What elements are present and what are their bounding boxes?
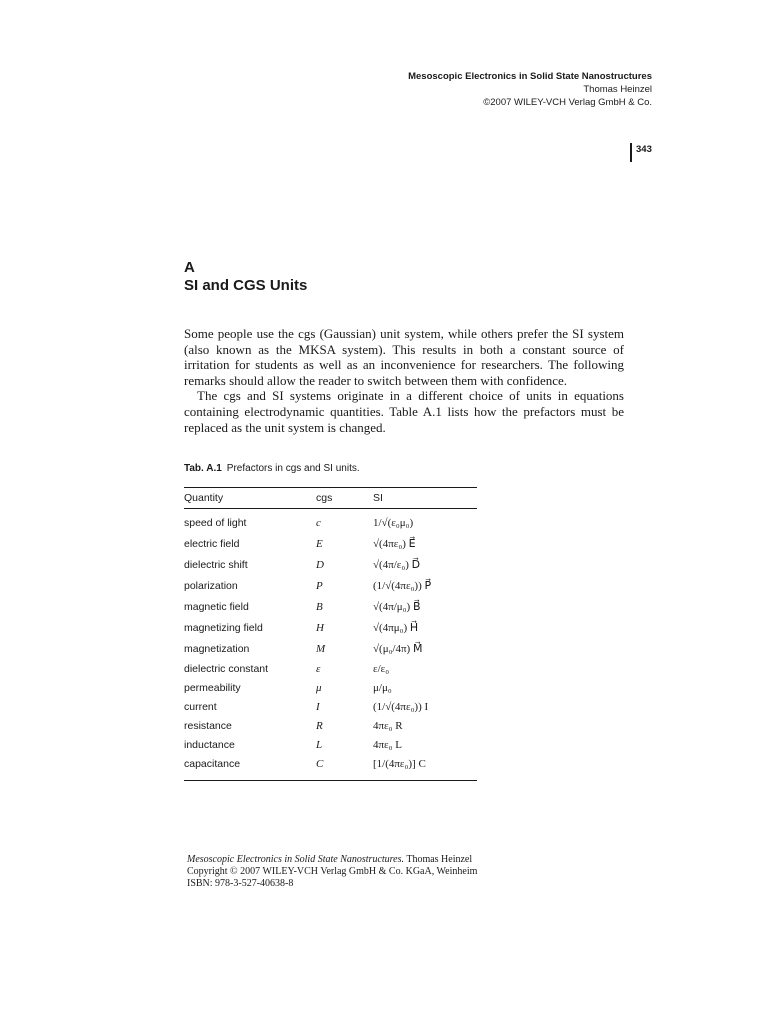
cell-si: √(4π/μ₀) B⃗: [373, 601, 421, 613]
header-copyright: ©2007 WILEY-VCH Verlag GmbH & Co.: [483, 97, 652, 108]
cell-cgs: L: [316, 738, 323, 751]
cell-quantity: current: [184, 700, 217, 713]
page-footer: [187, 854, 477, 890]
table-caption: [184, 463, 360, 474]
table-row: [184, 754, 477, 773]
cell-quantity: magnetization: [184, 642, 250, 655]
table-row: [184, 638, 477, 659]
cell-si: √(4π/ε₀) D⃗: [373, 559, 421, 571]
table-body: [184, 509, 477, 780]
cell-si: 4πε₀ R: [373, 719, 403, 732]
cell-cgs: B⃗: [316, 600, 332, 613]
cell-si: √(4πμ₀) H⃗: [373, 622, 419, 634]
cell-quantity: resistance: [184, 719, 232, 732]
footer-citation-line: [187, 854, 477, 866]
page-number: 343: [636, 144, 652, 155]
cell-cgs: H⃗: [316, 621, 333, 634]
paragraph-1: Some people use the cgs (Gaussian) unit system, while others prefer the SI system (also known as the MKSA system). This results in both a constant source of irritation for students as well as an inconvenience for researchers. The following remarks should allow the reader to switch between them with confidence.: [184, 326, 624, 388]
table-row: [184, 735, 477, 754]
cell-cgs: C: [316, 757, 324, 770]
cell-cgs: E⃗: [316, 537, 332, 550]
table-caption-label: Tab. A.1: [184, 463, 222, 474]
table-row: [184, 533, 477, 554]
cell-quantity: polarization: [184, 579, 238, 592]
cell-si: 4πε₀ L: [373, 738, 402, 751]
table-row: [184, 659, 477, 678]
cell-quantity: capacitance: [184, 757, 241, 770]
cell-si: (1/√(4πε₀)) P⃗: [373, 580, 432, 592]
cell-cgs: P⃗: [316, 579, 332, 592]
cell-cgs: μ: [316, 681, 322, 694]
cell-cgs: D⃗: [316, 558, 333, 571]
table-row: [184, 575, 477, 596]
table-row: [184, 697, 477, 716]
footer-copyright: Copyright © 2007 WILEY-VCH Verlag GmbH & Co. KGaA, Weinheim: [187, 866, 478, 877]
header-author: Thomas Heinzel: [583, 84, 652, 95]
footer-isbn: ISBN: 978-3-527-40638-8: [187, 878, 294, 889]
cell-cgs: ε: [316, 662, 321, 675]
table-row: [184, 678, 477, 697]
cell-quantity: dielectric constant: [184, 662, 269, 675]
cell-cgs: R: [316, 719, 323, 732]
running-header: [252, 70, 652, 109]
cell-quantity: speed of light: [184, 516, 247, 529]
cell-cgs: M⃗: [316, 642, 334, 655]
cell-quantity: magnetizing field: [184, 621, 263, 634]
cell-si: μ/μ₀: [373, 681, 392, 694]
table-row: [184, 554, 477, 575]
table-caption-text: Prefactors in cgs and SI units.: [226, 463, 360, 474]
cell-si: √(4πε₀) E⃗: [373, 538, 416, 550]
header-cgs: cgs: [316, 492, 333, 504]
chapter-title: SI and CGS Units: [184, 277, 308, 294]
page-number-bar: [630, 143, 632, 162]
cell-quantity: dielectric shift: [184, 558, 248, 571]
cell-quantity: inductance: [184, 738, 235, 751]
table-row: [184, 512, 477, 533]
table-row: [184, 716, 477, 735]
header-quantity: Quantity: [184, 492, 224, 504]
body-text: [184, 326, 624, 435]
units-table: [184, 487, 477, 781]
cell-quantity: magnetic field: [184, 600, 249, 613]
footer-author: Thomas Heinzel: [404, 854, 473, 865]
cell-si: (1/√(4πε₀)) I: [373, 700, 429, 713]
cell-cgs: I: [316, 700, 320, 713]
paragraph-2: The cgs and SI systems originate in a different choice of units in equations containing electrodynamic quantities. Table A.1 lists how the prefactors must be replaced as the unit system is changed.: [184, 388, 624, 435]
cell-si: √(μ₀/4π) M⃗: [373, 643, 423, 655]
cell-quantity: permeability: [184, 681, 241, 694]
cell-quantity: electric field: [184, 537, 240, 550]
cell-si: [1/(4πε₀)] C: [373, 757, 426, 770]
table-row: [184, 617, 477, 638]
header-book-title: Mesoscopic Electronics in Solid State Nanostructures: [408, 71, 652, 82]
header-si: SI: [373, 492, 383, 504]
footer-book-title: Mesoscopic Electronics in Solid State Nanostructures.: [187, 854, 405, 865]
table-header-row: [184, 488, 477, 509]
chapter-letter: A: [184, 259, 195, 276]
cell-cgs: c: [316, 516, 321, 529]
cell-si: 1/√(ε₀μ₀): [373, 516, 414, 529]
cell-si: ε/ε₀: [373, 662, 390, 675]
table-row: [184, 596, 477, 617]
